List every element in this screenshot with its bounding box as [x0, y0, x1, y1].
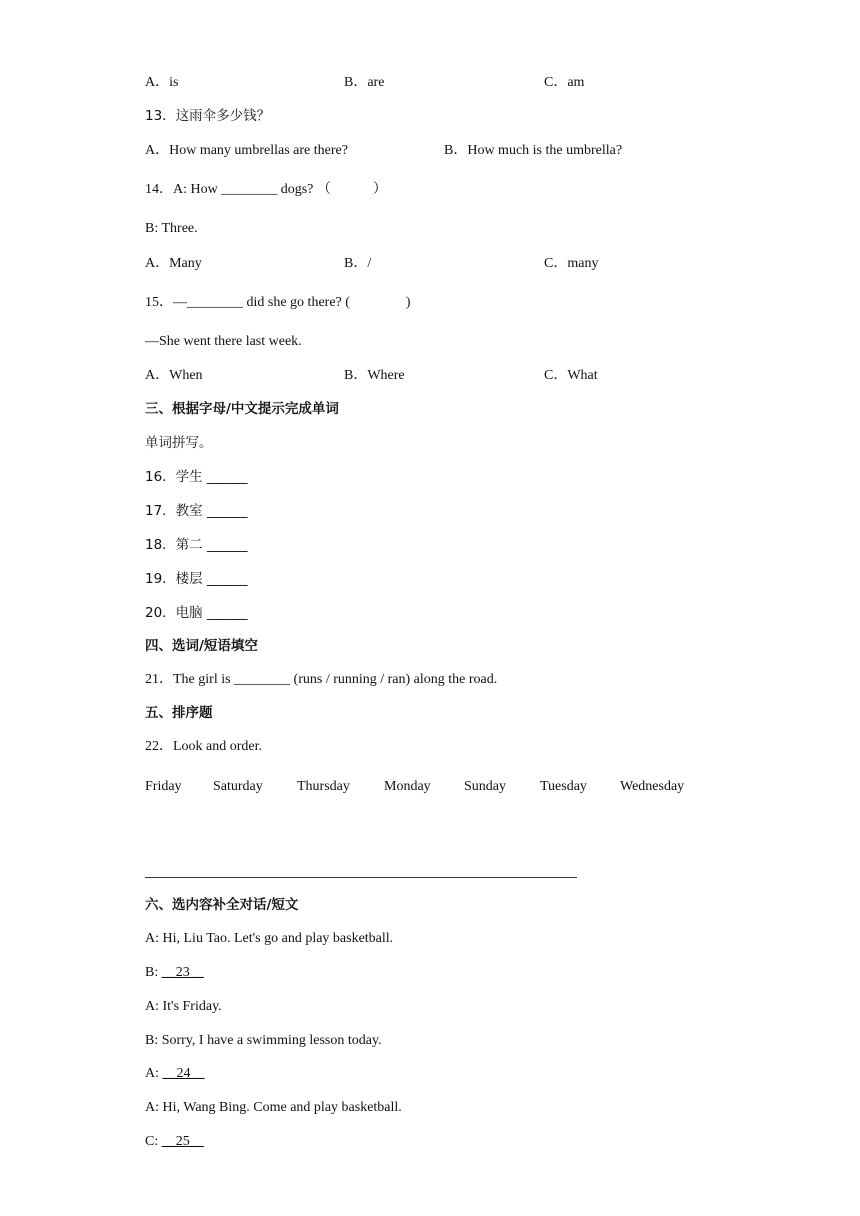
section-5-title: 五、排序题	[145, 705, 213, 721]
q15-option-b: B．Where	[344, 368, 405, 383]
section-4-title: 四、选词/短语填空	[145, 638, 258, 654]
q14-answer-line: B: Three.	[145, 221, 198, 236]
day-word: Monday	[384, 779, 431, 794]
q14-option-b: B．/	[344, 256, 372, 271]
dialogue-line-2	[145, 964, 204, 982]
q12-option-b: B．are	[344, 75, 385, 90]
q15-stem: 15．—________ did she go there? ( )	[145, 295, 411, 310]
speaker-label: B:	[145, 965, 162, 980]
section-3-instruction: 单词拼写。	[145, 435, 213, 451]
day-word: Wednesday	[620, 779, 685, 794]
day-word: Friday	[145, 779, 182, 794]
q16-item: 16．学生 ______	[145, 469, 248, 485]
q22-stem: 22．Look and order.	[145, 739, 263, 754]
q14-option-c: C．many	[544, 256, 599, 271]
q12-option-c: C．am	[544, 75, 585, 90]
dialogue-line-3: A: It's Friday.	[145, 999, 222, 1014]
day-word: Tuesday	[540, 779, 587, 794]
q17-item: 17．教室 ______	[145, 503, 248, 519]
q14-stem: 14．A: How ________ dogs? （ ）	[145, 182, 387, 197]
day-word: Sunday	[464, 779, 506, 794]
speaker-label: C:	[145, 1134, 162, 1149]
q15-option-c: C．What	[544, 368, 598, 383]
q19-item: 19．楼层 ______	[145, 571, 248, 587]
speaker-label: A:	[145, 1066, 163, 1081]
q21-stem: 21．The girl is ________ (runs / running / ran) along the road.	[145, 672, 498, 687]
q15-option-a: A．When	[145, 368, 203, 383]
dialogue-line-6: A: Hi, Wang Bing. Come and play basketball.	[145, 1100, 402, 1115]
blank-24: __24__	[162, 1066, 205, 1081]
q20-item: 20．电脑 ______	[145, 605, 248, 621]
answer-line	[145, 877, 577, 878]
day-word: Saturday	[213, 779, 263, 794]
section-6-title: 六、选内容补全对话/短文	[145, 897, 299, 913]
q13-stem: 13．这雨伞多少钱？	[145, 108, 271, 124]
q15-reply: —She went there last week.	[145, 334, 302, 349]
dialogue-line-4: B: Sorry, I have a swimming lesson today.	[145, 1033, 382, 1048]
q13-option-a: A．How many umbrellas are there?	[145, 143, 348, 158]
blank-25: __25__	[161, 1134, 204, 1149]
dialogue-line-5	[145, 1065, 205, 1083]
dialogue-line-7	[145, 1133, 204, 1151]
q18-item: 18．第二 ______	[145, 537, 248, 553]
q13-option-b: B．How much is the umbrella?	[444, 143, 623, 158]
day-word: Thursday	[297, 779, 350, 794]
dialogue-line-1: A: Hi, Liu Tao. Let's go and play basketball.	[145, 931, 394, 946]
q12-option-a: A．is	[145, 75, 179, 90]
blank-23: __23__	[161, 965, 204, 980]
q14-option-a: A．Many	[145, 256, 202, 271]
section-3-title: 三、根据字母/中文提示完成单词	[145, 401, 339, 417]
